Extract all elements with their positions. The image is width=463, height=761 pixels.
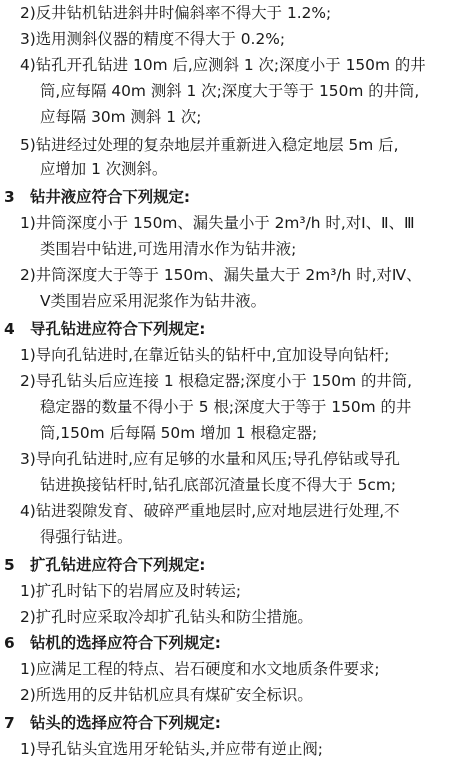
list-item-continuation: Ⅴ类围岩应采用泥浆作为钻井液。 (40, 292, 266, 310)
clause-title: 钻头的选择应符合下列规定: (30, 714, 221, 732)
clause-heading (4, 318, 205, 340)
list-item: 4)钻进裂隙发育、破碎严重地层时,应对地层进行处理,不 (20, 502, 400, 520)
clause-number: 5 (4, 556, 15, 574)
clause-number: 4 (4, 320, 15, 338)
list-item-continuation: 应每隔 30m 测斜 1 次; (40, 108, 202, 126)
clause-title: 扩孔钻进应符合下列规定: (30, 556, 206, 574)
list-item-continuation: 应增加 1 次测斜。 (40, 160, 168, 178)
list-item: 2)井筒深度大于等于 150m、漏失量大于 2m³/h 时,对Ⅳ、 (20, 266, 422, 284)
clause-title: 钻井液应符合下列规定: (30, 188, 191, 206)
clause-title: 导孔钻进应符合下列规定: (30, 320, 206, 338)
clause-number: 7 (4, 714, 15, 732)
clause-number: 3 (4, 188, 15, 206)
list-item: 2)导孔钻头后应连接 1 根稳定器;深度小于 150m 的井筒, (20, 372, 413, 390)
list-item-continuation: 筒,应每隔 40m 测斜 1 次;深度大于等于 150m 的井筒, (40, 82, 420, 100)
list-item: 3)选用测斜仪器的精度不得大于 0.2%; (20, 30, 286, 48)
list-item: 4)钻孔开孔钻进 10m 后,应测斜 1 次;深度小于 150m 的井 (20, 56, 426, 74)
clause-number: 6 (4, 634, 15, 652)
list-item: 1)导孔钻头宜选用牙轮钻头,并应带有逆止阀; (20, 740, 323, 758)
clause-heading (4, 186, 190, 208)
list-item: 2)反井钻机钻进斜井时偏斜率不得大于 1.2%; (20, 4, 332, 22)
list-item-continuation: 钻进换接钻杆时,钻孔底部沉渣量长度不得大于 5cm; (40, 476, 397, 494)
list-item-continuation: 稳定器的数量不得小于 5 根;深度大于等于 150m 的井 (40, 398, 412, 416)
clause-heading (4, 554, 205, 576)
list-item-continuation: 类围岩中钻进,可选用清水作为钻井液; (40, 240, 297, 258)
list-item: 2)所选用的反井钻机应具有煤矿安全标识。 (20, 686, 313, 704)
list-item: 1)应满足工程的特点、岩石硬度和水文地质条件要求; (20, 660, 380, 678)
list-item: 1)扩孔时钻下的岩屑应及时转运; (20, 582, 242, 600)
list-item: 5)钻进经过处理的复杂地层并重新进入稳定地层 5m 后, (20, 136, 399, 154)
list-item: 1)井筒深度小于 150m、漏失量小于 2m³/h 时,对Ⅰ、Ⅱ、Ⅲ (20, 214, 415, 232)
clause-heading (4, 712, 221, 734)
list-item: 3)导向孔钻进时,应有足够的水量和风压;导孔停钻或导孔 (20, 450, 400, 468)
clause-heading (4, 632, 221, 654)
list-item: 2)扩孔时应采取冷却扩孔钻头和防尘措施。 (20, 608, 313, 626)
list-item-continuation: 得强行钻进。 (40, 528, 133, 546)
clause-title: 钻机的选择应符合下列规定: (30, 634, 221, 652)
list-item-continuation: 筒,150m 后每隔 50m 增加 1 根稳定器; (40, 424, 318, 442)
list-item: 1)导向孔钻进时,在靠近钻头的钻杆中,宜加设导向钻杆; (20, 346, 390, 364)
